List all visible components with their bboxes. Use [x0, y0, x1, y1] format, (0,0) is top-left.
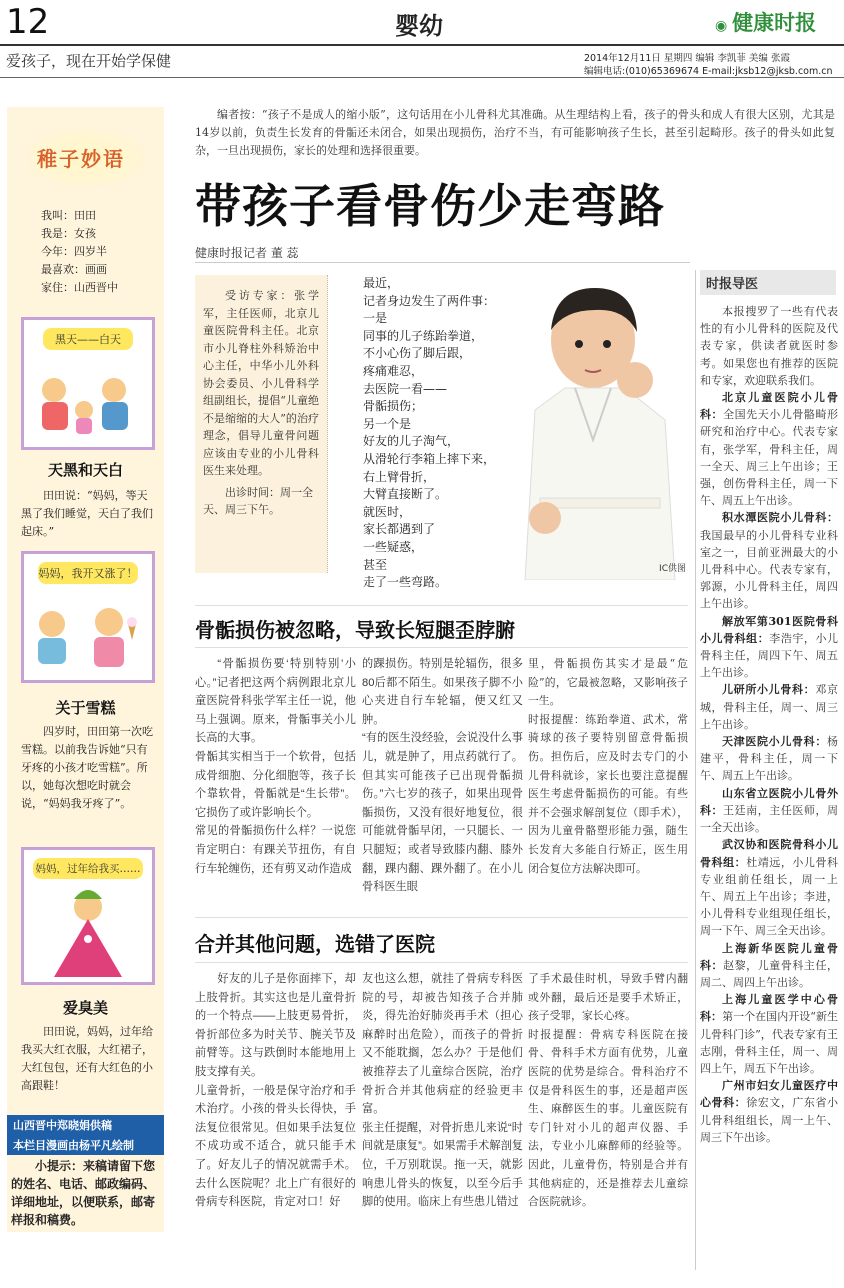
story-title: 关于雪糕: [55, 699, 116, 717]
hospital-name: 积水潭医院小儿骨科：: [722, 511, 838, 525]
divider: [195, 962, 688, 963]
hospital-detail: 第一个在国内开设“新生儿骨科门诊”，代表专家有王志刚，骨科主任，周一、周四上午，周五下午出诊。: [700, 1010, 838, 1075]
expert-intro: 受访专家：张学军，主任医师，北京儿童医院骨科主任。北京市小儿脊柱外科矫治中心主任，中华小儿外科协会委员、小儿骨科学组副组长，提倡“儿童绝不是缩缩的大人”的治疗理念，倡导儿童骨问题应该由专业的小儿骨科医生来处理。: [203, 289, 319, 477]
masthead-logo: ◉ 健康时报: [715, 10, 817, 35]
story-title: 天黑和天白: [47, 461, 123, 479]
poem-line: 甚至: [363, 557, 388, 572]
girl-red-dress-icon: [24, 879, 152, 979]
poem-line: 最近，: [363, 276, 400, 290]
hospital-detail: 李浩宇，小儿骨科主任，周四下午、周五上午出诊。: [700, 631, 839, 680]
hospital-detail: 全国先天小儿骨骼畸形研究和治疗中心。代表专家有，张学军，骨科主任，周一全天、周三上午出诊；王强，创伤骨科主任，周一下午、周五上午出诊。: [700, 408, 839, 508]
hospital-entry: [700, 681, 838, 733]
profile-line: 家住：山西晋中: [41, 281, 118, 294]
divider: [195, 605, 688, 606]
cartoon-3: [21, 847, 155, 985]
poem-line: 一是: [363, 311, 388, 326]
editor-note: 编者按：“孩子不是成人的缩小版”，这句话用在小儿骨科尤其准确。从生理结构上看，孩子的骨头和成人有很大区别，尤其是14岁以前，负责生长发育的骨骺还未闭合，如果出现损伤，治疗不当，有可能影响孩子生长，甚至引起畸形。孩子的骨头如此复杂，一旦出现损伤，家长的处理和选择很重要。: [195, 108, 835, 157]
slogan: 爱孩子，现在开始学保健: [6, 52, 172, 70]
hospital-detail: 杜靖远，小儿骨科专业组前任组长，周一上午、周五上午出诊；李进，小儿骨科专业组现任组长，周一下午、周三全天出诊。: [700, 855, 839, 938]
poem-line: 一些疑惑，: [363, 539, 424, 554]
cartoon-caption: 妈妈，我开又涨了！: [38, 562, 138, 584]
profile-line: 最喜欢：画画: [41, 263, 107, 276]
poem-line: 大臂直接断了。: [363, 487, 448, 502]
clinic-hours: 出诊时间：周一全天、周三下午。: [203, 485, 313, 516]
hospital-entry: [700, 836, 838, 939]
article-column: 里，骨骺损伤其实才是最“危险”的，它最被忽略，又影响孩子一生。 时报提醒：练跆拳道、武术，常骑球的孩子要特别留意骨骺损伤。担伤后，应及时去专门的小儿骨科就诊，家长也要注意提醒医生考虑骨骺损伤的可能。有些并不会强求解剖复位（即手术），因为儿童骨骼塑形能力强，随生长发育大多能自行矫正，医生用闭合复位方法解决即可。: [528, 657, 688, 875]
hospital-detail: 赵黎，儿童骨科主任，周二、周四上午出诊。: [700, 958, 839, 989]
intro-poem: [363, 275, 513, 592]
cartoon-caption: 妈妈，过年给我买……: [33, 858, 143, 879]
article-column: 了手术最佳时机，导致手臂内翻或外翻，最后还是要手术矫正，孩子受罪，家长心疼。 时报提醒：骨病专科医院在接骨、骨科手术方面有优势，儿童医院的优势是综合。骨科治疗不仅是骨科医生的事，还是超声医生、麻醉医生的事。儿童医院有专门针对小儿的超声仪器、手法，专业小儿麻醉师的经验等。因此，儿童骨伤，特别是合并有其他病症的，还是推荐去儿童综合医院就诊。: [528, 972, 688, 1209]
poem-line: 就医时，: [363, 504, 412, 519]
photo-credit: IC供图: [659, 564, 686, 574]
poem-line: 好友的儿子淘气，: [363, 434, 460, 449]
poem-line: 疼痛难忍，: [363, 363, 424, 378]
issue-meta: 2014年12月11日 星期四 编辑 李凯菲 美编 张霞: [584, 53, 790, 64]
child-profile: [41, 207, 161, 297]
guide-heading: 时报导医: [700, 270, 836, 295]
karate-boy-photo: [505, 270, 690, 580]
article-column: 的踝损伤。特别是轮辐伤，很多80后都不陌生。如果孩子脚不小心夹进自行车轮辐，便又红又肿。 “有的医生没经验，会说没什么事儿，就是肿了，用点药就行了。但其实可能孩子已出现骨骺损伤。”六七岁的孩子，如果出现骨骺损伤，又没有很好地复位，很可能就骨骺早闭，一只腿长、一只腿短；或者导致膝内翻、膝外翻，踝内翻、踝外翻了。在小儿骨科医生眼: [362, 658, 523, 894]
cartoon-caption: 黑天——白天: [43, 328, 133, 350]
karate-boy-icon: [505, 270, 690, 580]
hospital-detail: 王廷南，主任医师，周一全天出诊。: [700, 803, 839, 835]
article-column: 好友的儿子是你面摔下，却上肢骨折。其实这也是儿童骨折的一个特点——上肢更易骨折，骨折部位多为时关节、腕关节及前臂等。这与跌倒时本能地用上肢支撑有关。 儿童骨折，一般是保守治疗和手术治疗。小孩的骨头长得快，手法复位很常见。但如果手法复位不成功或不适合，就只能手术了。好友儿子的情况就需手术。去什么医院呢？北上广有很好的骨病专科医院，肯定对口！好: [195, 973, 356, 1209]
hospital-name: 山东省立医院小儿骨外科：: [700, 786, 838, 817]
poem-line: 去医院一看——: [363, 381, 448, 396]
article-column: 友也这么想，就挂了骨病专科医院的号，却被告知孩子合并肺炎，得先治好肺炎再手术（担心麻醉时出危险），而孩子的骨折又不能耽搁，怎么办？于是他们被推荐去了儿童综合医院，治疗骨折合并其他病症的经验更丰富。 张主任提醒，对骨折患儿来说“时间就是康复”。如果需手术解剖复位，千万别耽误。拖一天，就影响患儿骨头的恢复，以至今后手脚的使用。临床上有些患儿错过: [362, 973, 523, 1209]
hospital-guide: [695, 270, 838, 1270]
profile-line: 我是：女孩: [41, 227, 96, 240]
hospital-name: 天津医院小儿骨科：: [722, 735, 827, 749]
hospital-entry: [700, 389, 838, 509]
illustrator-bar: 本栏目漫画由杨平凡绘制: [7, 1135, 164, 1155]
hospital-entry: [700, 940, 838, 992]
hospital-detail: 我国最早的小儿骨科专业科室之一，目前亚洲最大的小儿骨科中心。代表专家有，郭源，小儿骨科主任，周四上午出诊。: [700, 528, 838, 611]
hospital-entry: [700, 509, 838, 612]
brand-title: 稚子妙语: [37, 147, 125, 171]
hospital-detail: 杨建平，骨科主任，周一下午、周五上午出诊。: [700, 735, 838, 783]
contact-meta: 编辑电话:(010)65369674 E-mail:jksb12@jksb.com.cn: [584, 66, 833, 77]
section-title: 婴幼: [395, 11, 443, 40]
expert-box: [195, 275, 328, 573]
divider: [195, 917, 688, 918]
hospital-entry: [700, 991, 838, 1077]
contributor-bar: 山西晋中郑晓娟供稿: [7, 1115, 164, 1135]
profile-line: 我叫：田田: [41, 209, 96, 222]
story-title: 爱臭美: [62, 999, 108, 1017]
hospital-name: 解放军第301医院骨科小儿骨科组：: [700, 614, 838, 645]
header-rule: [0, 44, 844, 46]
poem-line: 骨骺损伤；: [363, 399, 424, 414]
poem-line: 右上臂骨折，: [363, 469, 436, 484]
poem-line: 从滑轮行李箱上摔下来，: [363, 451, 496, 466]
hospital-detail: 徐宏文，广东省小儿骨科组组长，周一上午、周三下午出诊。: [700, 1096, 839, 1144]
hospital-name: 武汉协和医院骨科小儿骨科组：: [700, 838, 838, 869]
byline: 健康时报记者 董 蕊: [195, 246, 299, 260]
hospital-name: 儿研所小儿骨科：: [722, 683, 816, 697]
hospital-list: [700, 389, 838, 1146]
hospital-name: 上海儿童医学中心骨科：: [700, 993, 838, 1024]
header-rule-thin: [0, 77, 844, 78]
girl-icecream-icon: [24, 584, 152, 674]
hospital-entry: [700, 613, 838, 682]
poem-line: 家长都遇到了: [363, 522, 436, 537]
page-number: 12: [6, 2, 50, 42]
submission-tip: 小提示：来稿请留下您的姓名、电话、邮政编码、详细地址，以便联系，邮寄样报和稿费。: [11, 1159, 156, 1227]
hospital-name: 广州市妇女儿童医疗中心骨科：: [700, 1079, 838, 1110]
hospital-entry: [700, 785, 838, 837]
story-text: 四岁时，田田第一次吃雪糕。以前我告诉她“只有牙疼的小孩才吃雪糕”。所以，她每次想吃时就会说，“妈妈我牙疼了”。: [21, 725, 153, 810]
section-heading: 骨骺损伤被忽略，导致长短腿歪脖腑: [195, 618, 515, 642]
poem-line: 不小心伤了脚后跟，: [363, 346, 472, 361]
hospital-entry: [700, 733, 838, 785]
story-text: 田田说，妈妈，过年给我买大红衣服，大红裙子，大红包包，还有大红色的小高跟鞋！: [21, 1025, 153, 1092]
guide-intro: 本报搜罗了一些有代表性的有小儿骨科的医院及代表专家，供读者就医时参考。如果您也有推荐的医院和专家，欢迎联系我们。: [700, 305, 838, 387]
cartoon-1: [21, 317, 155, 450]
hospital-detail: 邓京城，骨科主任，周一、周三上午出诊。: [700, 683, 839, 731]
family-illustration-icon: [24, 350, 152, 440]
brand-badge: [27, 129, 147, 189]
poem-line: 走了一些弯路。: [363, 575, 448, 590]
divider: [195, 647, 688, 648]
logo-icon: ◉: [715, 18, 733, 34]
cartoon-2: [21, 551, 155, 683]
divider: [195, 262, 690, 263]
poem-line: 同事的儿子练跆拳道，: [363, 328, 484, 343]
poem-line: 记者身边发生了两件事：: [363, 293, 496, 308]
story-text: 田田说：“妈妈，等天黑了我们睡觉，天白了我们起床。”: [21, 489, 153, 538]
article-column: “骨骺损伤要‘特别特别’小心。”记者把这两个病例跟北京儿童医院骨科张学军主任一说，他马上强调。原来，骨骺事关小儿长高的大事。 骨骺其实相当于一个软骨，包括成骨细胞、分化细胞等，孩子长个靠软骨，骨骺就是“生长带”。它损伤了或许影响长个。 常见的骨骺损伤什么样？一说您肯定明白：有踝关节扭伤，有自行车轮缠伤，还有剪叉动作造成: [195, 658, 356, 875]
hospital-name: 上海新华医院儿童骨科：: [700, 941, 838, 972]
headline: 带孩子看骨伤少走弯路: [195, 179, 665, 233]
hospital-entry: [700, 1077, 838, 1146]
hospital-name: 北京儿童医院小儿骨科：: [700, 391, 838, 422]
profile-line: 今年：四岁半: [41, 245, 107, 258]
section-heading: 合并其他问题，选错了医院: [195, 932, 435, 956]
poem-line: 另一个是: [363, 416, 412, 431]
sidebar: [7, 107, 164, 1232]
